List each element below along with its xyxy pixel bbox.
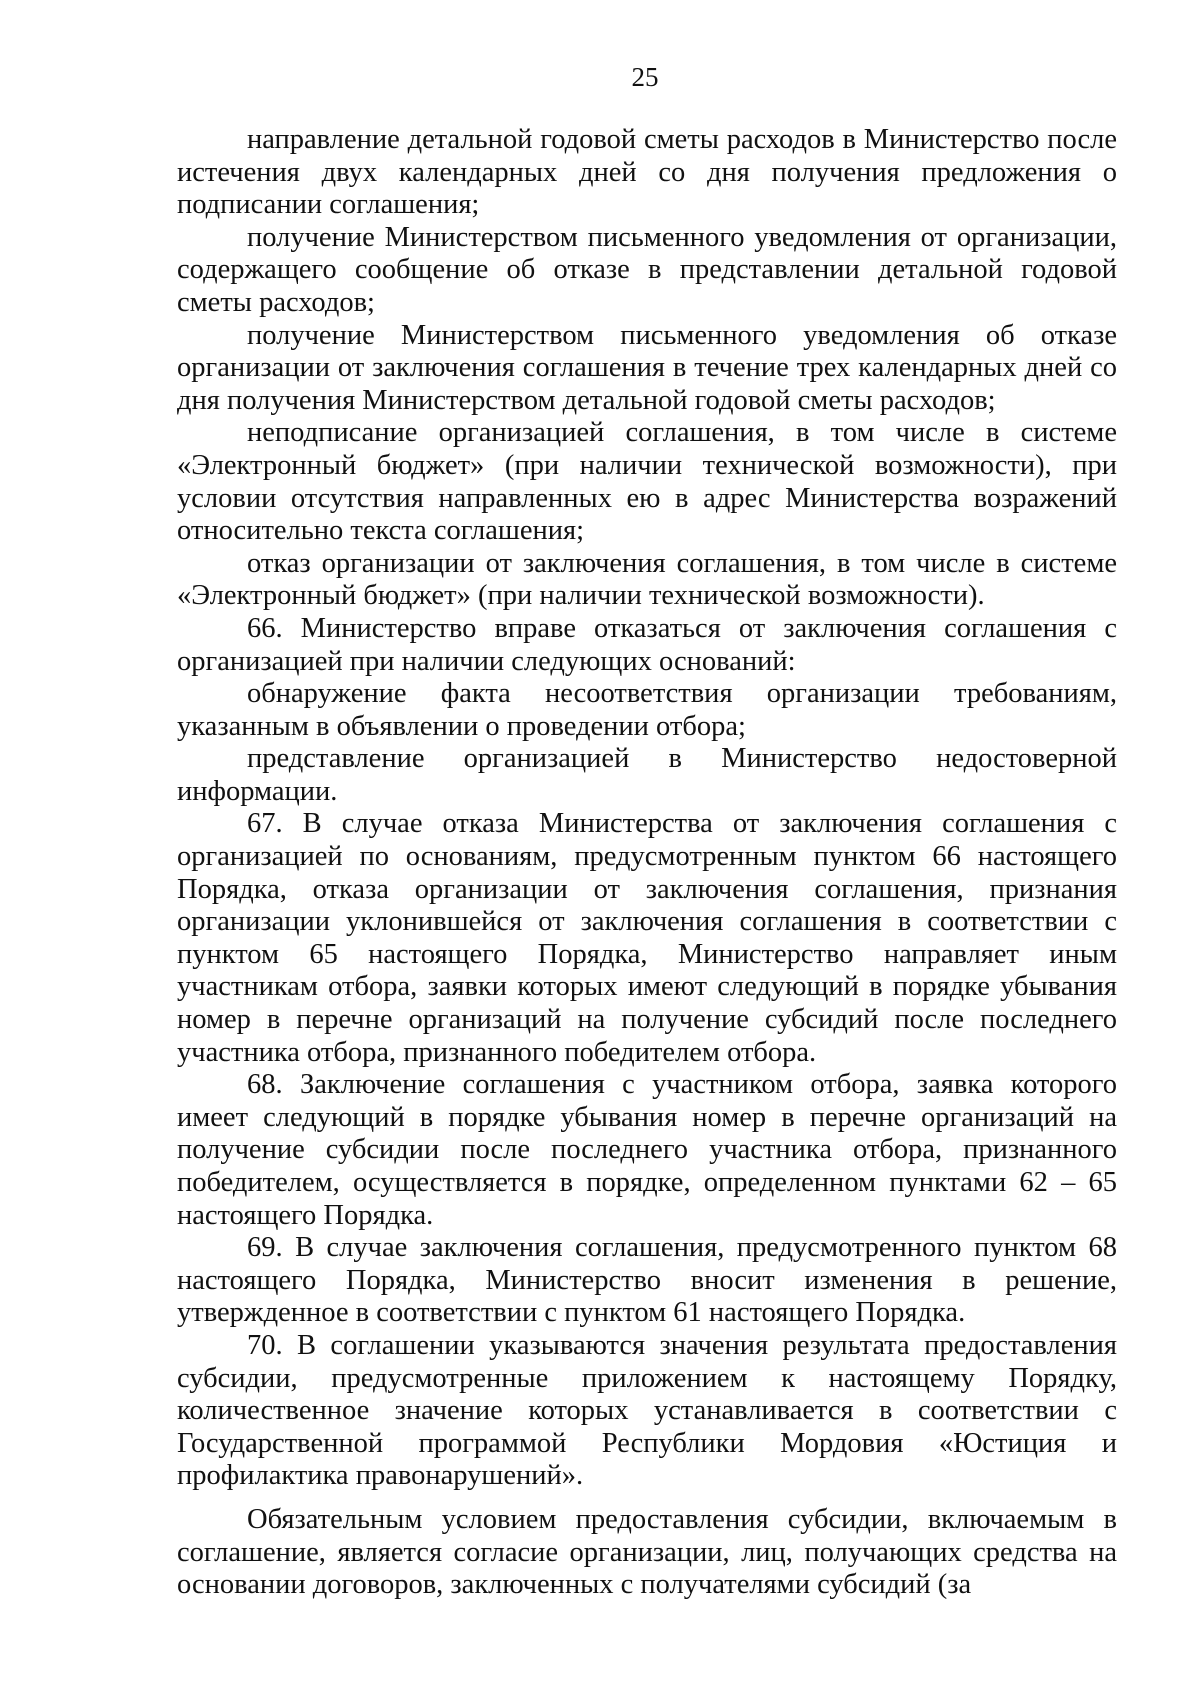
paragraph: получение Министерством письменного уведомления об отказе организации от заключения соглашения в течение трех календарных дней со дня получения Министерством детальной годовой сметы расходов; <box>177 319 1117 416</box>
paragraph: получение Министерством письменного уведомления от организации, содержащего сообщение об отказе в представлении детальной годовой сметы расходов; <box>177 221 1117 318</box>
paragraph: отказ организации от заключения соглашения, в том числе в системе «Электронный бюджет» (при наличии технической возможности). <box>177 547 1117 612</box>
paragraph: направление детальной годовой сметы расходов в Министерство после истечения двух календарных дней со дня получения предложения о подписании соглашения; <box>177 124 1117 221</box>
paragraph: неподписание организацией соглашения, в том числе в системе «Электронный бюджет» (при наличии технической возможности), при условии отсутствия направленных ею в адрес Министерства возражений относительно текста соглашения; <box>177 417 1117 547</box>
paragraph-item-70: 70. В соглашении указываются значения результата предоставления субсидии, предусмотренные приложением к настоящему Порядку, количественное значение которых устанавливается в соответствии с Государственной программой Республики Мордовия «Юстиция и профилактика правонарушений». <box>177 1329 1117 1492</box>
paragraph-item-69: 69. В случае заключения соглашения, предусмотренного пунктом 68 настоящего Порядка, Министерство вносит изменения в решение, утвержденное в соответствии с пунктом 61 настоящего Порядка. <box>177 1232 1117 1329</box>
page-number: 25 <box>631 62 659 92</box>
paragraph-item-66: 66. Министерство вправе отказаться от заключения соглашения с организацией при наличии следующих оснований: <box>177 612 1117 677</box>
paragraph: представление организацией в Министерство недостоверной информации. <box>177 743 1117 807</box>
paragraph: Обязательным условием предоставления субсидии, включаемым в соглашение, является согласие организации, лиц, получающих средства на основании договоров, заключенных с получателями субсидий (за <box>177 1503 1117 1601</box>
paragraph-item-67: 67. В случае отказа Министерства от заключения соглашения с организацией по основаниям, предусмотренным пунктом 66 настоящего Порядка, отказа организации от заключения соглашения, признания организации уклонившейся от заключения соглашения в соответствии с пунктом 65 настоящего Порядка, Министерство направляет иным участникам отбора, заявки которых имеют следующий в порядке убывания номер в перечне организаций на получение субсидий после последнего участника отбора, признанного победителем отбора. <box>177 808 1117 1068</box>
document-body <box>177 124 1117 1602</box>
paragraph-item-68: 68. Заключение соглашения с участником отбора, заявка которого имеет следующий в порядке убывания номер в перечне организаций на получение субсидии после последнего участника отбора, признанного победителем, осуществляется в порядке, определенном пунктами 62 – 65 настоящего Порядка. <box>177 1069 1117 1231</box>
paragraph: обнаружение факта несоответствия организации требованиям, указанным в объявлении о проведении отбора; <box>177 678 1117 742</box>
